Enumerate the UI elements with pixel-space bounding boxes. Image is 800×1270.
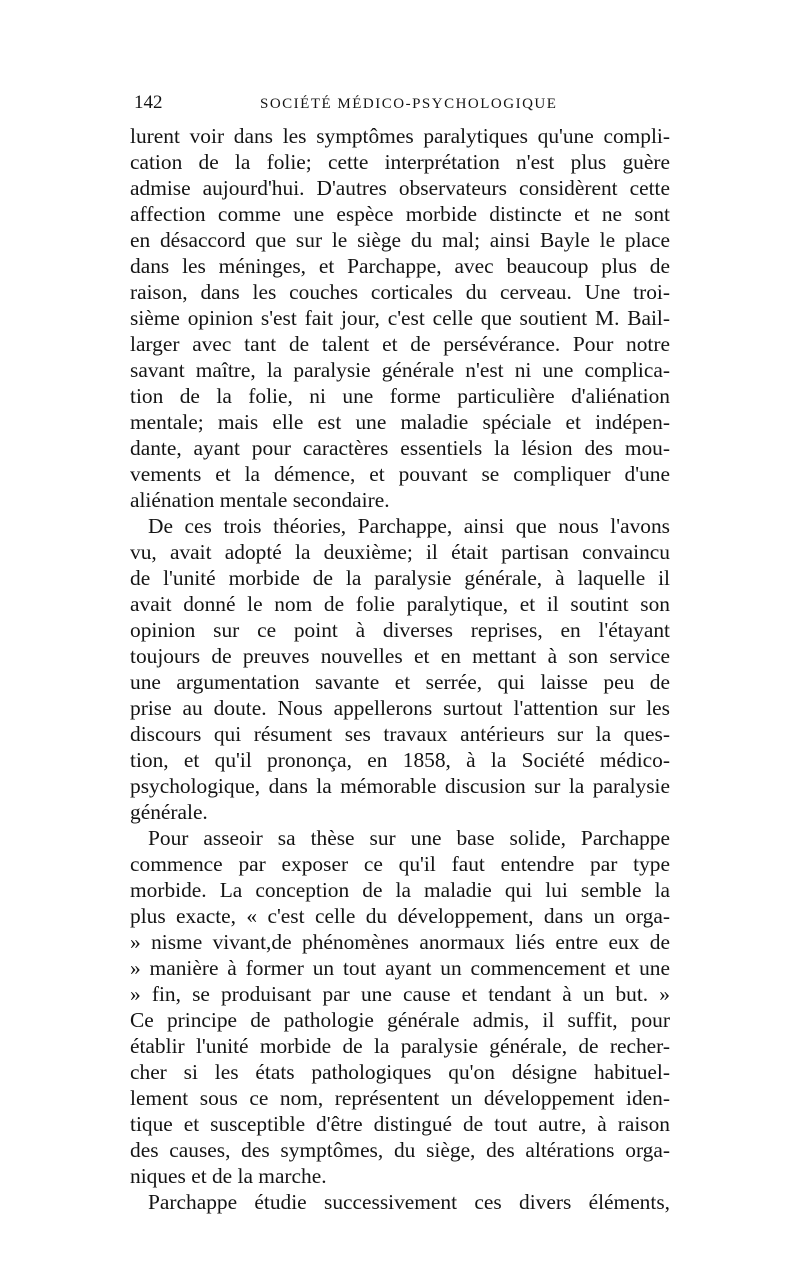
text-line: des causes, des symptômes, du siège, des altérations orga- (130, 1138, 670, 1162)
text-line: toujours de preuves nouvelles et en mettant à son service (130, 644, 670, 668)
text-line: » manière à former un tout ayant un commencement et une (130, 956, 670, 980)
text-line: aliénation mentale secondaire. (130, 488, 390, 512)
text-line: morbide. La conception de la maladie qui lui semble la (130, 878, 670, 902)
text-line: tion de la folie, ni une forme particulière d'aliénation (130, 384, 670, 408)
text-line: plus exacte, « c'est celle du développement, dans un orga- (130, 904, 670, 928)
text-line: opinion sur ce point à diverses reprises, en l'étayant (130, 618, 670, 642)
text-line: mentale; mais elle est une maladie spéciale et indépen- (130, 410, 670, 434)
text-line: commence par exposer ce qu'il faut entendre par type (130, 852, 670, 876)
text-line: raison, dans les couches corticales du cerveau. Une troi- (130, 280, 670, 304)
running-title: SOCIÉTÉ MÉDICO-PSYCHOLOGIQUE (260, 96, 558, 112)
text-line: savant maître, la paralysie générale n'est ni une complica- (130, 358, 670, 382)
text-line: niques et de la marche. (130, 1164, 327, 1188)
text-body (130, 123, 670, 1215)
text-line: vu, avait adopté la deuxième; il était partisan convaincu (130, 540, 670, 564)
page-number: 142 (134, 92, 163, 113)
text-line: discours qui résument ses travaux antérieurs sur la ques- (130, 722, 670, 746)
text-line: de l'unité morbide de la paralysie générale, à laquelle il (130, 566, 670, 590)
paragraph-start-line: De ces trois théories, Parchappe, ainsi que nous l'avons (148, 514, 670, 538)
text-line: affection comme une espèce morbide distincte et ne sont (130, 202, 670, 226)
text-line: vements et la démence, et pouvant se compliquer d'une (130, 462, 670, 486)
text-line: tion, et qu'il prononça, en 1858, à la Société médico- (130, 748, 670, 772)
text-line: prise au doute. Nous appellerons surtout l'attention sur les (130, 696, 670, 720)
text-line: avait donné le nom de folie paralytique, et il soutint son (130, 592, 670, 616)
text-line: dans les méninges, et Parchappe, avec beaucoup plus de (130, 254, 670, 278)
text-line: admise aujourd'hui. D'autres observateurs considèrent cette (130, 176, 670, 200)
text-line: tique et susceptible d'être distingué de tout autre, à raison (130, 1112, 670, 1136)
text-line: une argumentation savante et serrée, qui laisse peu de (130, 670, 670, 694)
text-line: larger avec tant de talent et de persévérance. Pour notre (130, 332, 670, 356)
text-line: générale. (130, 800, 208, 824)
text-line: » nisme vivant,de phénomènes anormaux liés entre eux de (130, 930, 670, 954)
text-line: lement sous ce nom, représentent un développement iden- (130, 1086, 670, 1110)
text-line: dante, ayant pour caractères essentiels la lésion des mou- (130, 436, 670, 460)
page-header (120, 92, 680, 122)
text-line: sième opinion s'est fait jour, c'est celle que soutient M. Bail- (130, 306, 670, 330)
text-line: établir l'unité morbide de la paralysie générale, de recher- (130, 1034, 670, 1058)
text-line: cation de la folie; cette interprétation n'est plus guère (130, 150, 670, 174)
text-line: cher si les états pathologiques qu'on désigne habituel- (130, 1060, 670, 1084)
paragraph-start-line: Pour asseoir sa thèse sur une base solide, Parchappe (148, 826, 670, 850)
text-line: en désaccord que sur le siège du mal; ainsi Bayle le place (130, 228, 670, 252)
text-line: lurent voir dans les symptômes paralytiques qu'une compli- (130, 124, 670, 148)
text-line: psychologique, dans la mémorable discusion sur la paralysie (130, 774, 670, 798)
paragraph-start-line: Parchappe étudie successivement ces divers éléments, (148, 1190, 670, 1214)
text-line: » fin, se produisant par une cause et tendant à un but. » (130, 982, 670, 1006)
text-line: Ce principe de pathologie générale admis, il suffit, pour (130, 1008, 670, 1032)
